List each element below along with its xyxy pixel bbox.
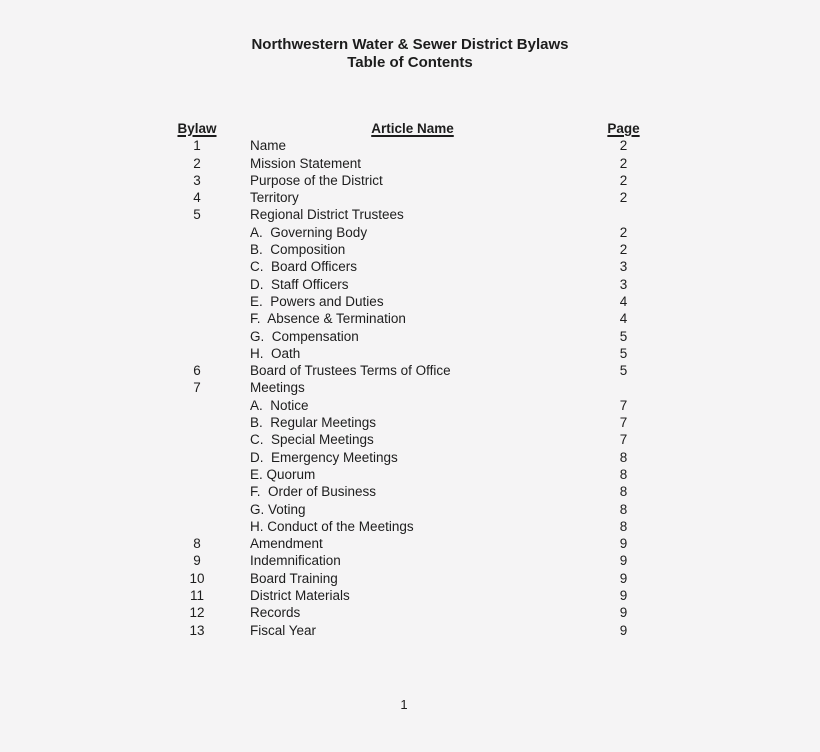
toc-row bbox=[152, 535, 672, 552]
toc-row-bylaw bbox=[152, 241, 242, 258]
toc-row bbox=[152, 379, 672, 396]
toc-row bbox=[152, 622, 672, 639]
toc-row-article: D. Emergency Meetings bbox=[250, 449, 398, 465]
toc-row-bylaw bbox=[152, 449, 242, 466]
toc-row-bylaw: 8 bbox=[193, 536, 201, 552]
toc-row bbox=[152, 466, 672, 483]
toc-row-bylaw: 12 bbox=[189, 605, 205, 621]
toc-row-bylaw bbox=[152, 224, 242, 241]
toc-row-article: E. Powers and Duties bbox=[250, 293, 384, 309]
toc-row-bylaw bbox=[152, 501, 242, 518]
toc-row-page: 4 bbox=[619, 293, 628, 309]
toc-row-page: 2 bbox=[619, 155, 628, 171]
toc-row-page: 8 bbox=[619, 501, 628, 517]
toc-row-bylaw bbox=[152, 414, 242, 431]
toc-row bbox=[152, 414, 672, 431]
toc-table bbox=[152, 120, 672, 639]
toc-row-page: 5 bbox=[619, 328, 628, 344]
toc-row bbox=[152, 362, 672, 379]
toc-row bbox=[152, 189, 672, 206]
toc-row-bylaw: 9 bbox=[193, 553, 201, 569]
toc-row-article: F. Order of Business bbox=[250, 484, 377, 500]
toc-row-bylaw bbox=[152, 397, 242, 414]
toc-header-row bbox=[152, 120, 672, 137]
toc-row bbox=[152, 137, 672, 154]
toc-row bbox=[152, 397, 672, 414]
toc-row-article: C. Board Officers bbox=[250, 259, 358, 275]
toc-row-page: 2 bbox=[619, 138, 628, 154]
toc-row-article: Fiscal Year bbox=[250, 622, 317, 638]
toc-row-page: 8 bbox=[619, 449, 628, 465]
toc-row bbox=[152, 310, 672, 327]
toc-row-article: G. Voting bbox=[250, 501, 306, 517]
toc-row bbox=[152, 587, 672, 604]
toc-row-article: C. Special Meetings bbox=[250, 432, 374, 448]
toc-row-page: 4 bbox=[619, 311, 628, 327]
toc-row-article: A. Notice bbox=[250, 397, 309, 413]
toc-row-page: 8 bbox=[619, 466, 628, 482]
toc-row-page bbox=[575, 206, 672, 223]
toc-row bbox=[152, 293, 672, 310]
toc-row bbox=[152, 604, 672, 621]
toc-row-article: B. Composition bbox=[250, 242, 346, 258]
toc-row-article: Indemnification bbox=[250, 553, 341, 569]
toc-row-bylaw: 6 bbox=[193, 363, 201, 379]
toc-row bbox=[152, 206, 672, 223]
toc-row-article: G. Compensation bbox=[250, 328, 359, 344]
toc-row-bylaw: 3 bbox=[193, 172, 201, 188]
toc-row-bylaw bbox=[152, 431, 242, 448]
toc-row-page: 3 bbox=[619, 259, 628, 275]
toc-row-bylaw bbox=[152, 518, 242, 535]
toc-row-page: 9 bbox=[619, 588, 628, 604]
toc-row-bylaw bbox=[152, 483, 242, 500]
toc-row bbox=[152, 449, 672, 466]
toc-header-article: Article Name bbox=[371, 121, 454, 136]
toc-row-article: Board Training bbox=[250, 570, 338, 586]
toc-header-page: Page bbox=[607, 121, 640, 136]
toc-row-page: 2 bbox=[619, 190, 628, 206]
toc-row bbox=[152, 570, 672, 587]
toc-row bbox=[152, 483, 672, 500]
toc-row-article: Territory bbox=[250, 190, 299, 206]
toc-row bbox=[152, 552, 672, 569]
toc-row-article: Board of Trustees Terms of Office bbox=[250, 363, 451, 379]
document-header bbox=[0, 36, 820, 72]
page-footer bbox=[0, 697, 808, 713]
toc-row bbox=[152, 501, 672, 518]
toc-row-article: F. Absence & Termination bbox=[250, 311, 406, 327]
toc-row-page: 8 bbox=[619, 484, 628, 500]
document-title: Northwestern Water & Sewer District Bylaws bbox=[251, 36, 569, 53]
toc-row-page: 2 bbox=[619, 172, 628, 188]
toc-row-page: 8 bbox=[619, 518, 628, 534]
toc-row bbox=[152, 241, 672, 258]
toc-row-article: Regional District Trustees bbox=[250, 207, 404, 223]
toc-row-article: Name bbox=[250, 138, 287, 154]
toc-row bbox=[152, 276, 672, 293]
toc-row bbox=[152, 345, 672, 362]
toc-row-page: 5 bbox=[619, 345, 628, 361]
toc-row bbox=[152, 258, 672, 275]
toc-row-article: D. Staff Officers bbox=[250, 276, 349, 292]
document-subtitle: Table of Contents bbox=[347, 54, 473, 71]
toc-row-page: 7 bbox=[619, 432, 628, 448]
toc-row-bylaw: 7 bbox=[193, 380, 201, 396]
toc-row-page: 9 bbox=[619, 553, 628, 569]
toc-row-article: H. Oath bbox=[250, 345, 301, 361]
toc-row-bylaw: 2 bbox=[193, 155, 201, 171]
toc-row-page: 9 bbox=[619, 536, 628, 552]
toc-row-bylaw bbox=[152, 345, 242, 362]
toc-row-page: 9 bbox=[619, 570, 628, 586]
toc-row bbox=[152, 431, 672, 448]
toc-row-bylaw: 10 bbox=[189, 570, 205, 586]
toc-row-page: 9 bbox=[619, 605, 628, 621]
toc-row-article: Meetings bbox=[250, 380, 305, 396]
toc-row-page: 3 bbox=[619, 276, 628, 292]
toc-row-article: Records bbox=[250, 605, 301, 621]
toc-row-article: Purpose of the District bbox=[250, 172, 383, 188]
toc-row bbox=[152, 328, 672, 345]
toc-row-article: A. Governing Body bbox=[250, 224, 368, 240]
toc-row-article: Amendment bbox=[250, 536, 323, 552]
toc-row-bylaw bbox=[152, 258, 242, 275]
toc-row-article: District Materials bbox=[250, 588, 350, 604]
toc-row-bylaw: 5 bbox=[193, 207, 201, 223]
toc-row-bylaw bbox=[152, 328, 242, 345]
toc-row-bylaw bbox=[152, 466, 242, 483]
toc-row-page: 2 bbox=[619, 224, 628, 240]
toc-row-bylaw bbox=[152, 276, 242, 293]
toc-row-page: 7 bbox=[619, 397, 628, 413]
toc-row-article: B. Regular Meetings bbox=[250, 415, 377, 431]
toc-row bbox=[152, 224, 672, 241]
toc-row-page: 2 bbox=[619, 242, 628, 258]
toc-row-bylaw: 1 bbox=[193, 138, 201, 154]
toc-row-bylaw: 4 bbox=[193, 190, 201, 206]
toc-row bbox=[152, 172, 672, 189]
toc-row-page: 5 bbox=[619, 363, 628, 379]
toc-row-page bbox=[575, 379, 672, 396]
toc-row-bylaw: 11 bbox=[189, 588, 204, 604]
toc-row-bylaw bbox=[152, 310, 242, 327]
toc-row-bylaw bbox=[152, 293, 242, 310]
toc-row-page: 7 bbox=[619, 415, 628, 431]
toc-row bbox=[152, 155, 672, 172]
toc-row-article: Mission Statement bbox=[250, 155, 362, 171]
toc-row bbox=[152, 518, 672, 535]
toc-row-page: 9 bbox=[619, 622, 628, 638]
toc-header-bylaw: Bylaw bbox=[177, 121, 217, 136]
page-number: 1 bbox=[400, 697, 408, 712]
toc-rows bbox=[152, 137, 672, 639]
toc-row-bylaw: 13 bbox=[189, 622, 205, 638]
toc-row-article: H. Conduct of the Meetings bbox=[250, 518, 414, 534]
toc-row-article: E. Quorum bbox=[250, 466, 316, 482]
